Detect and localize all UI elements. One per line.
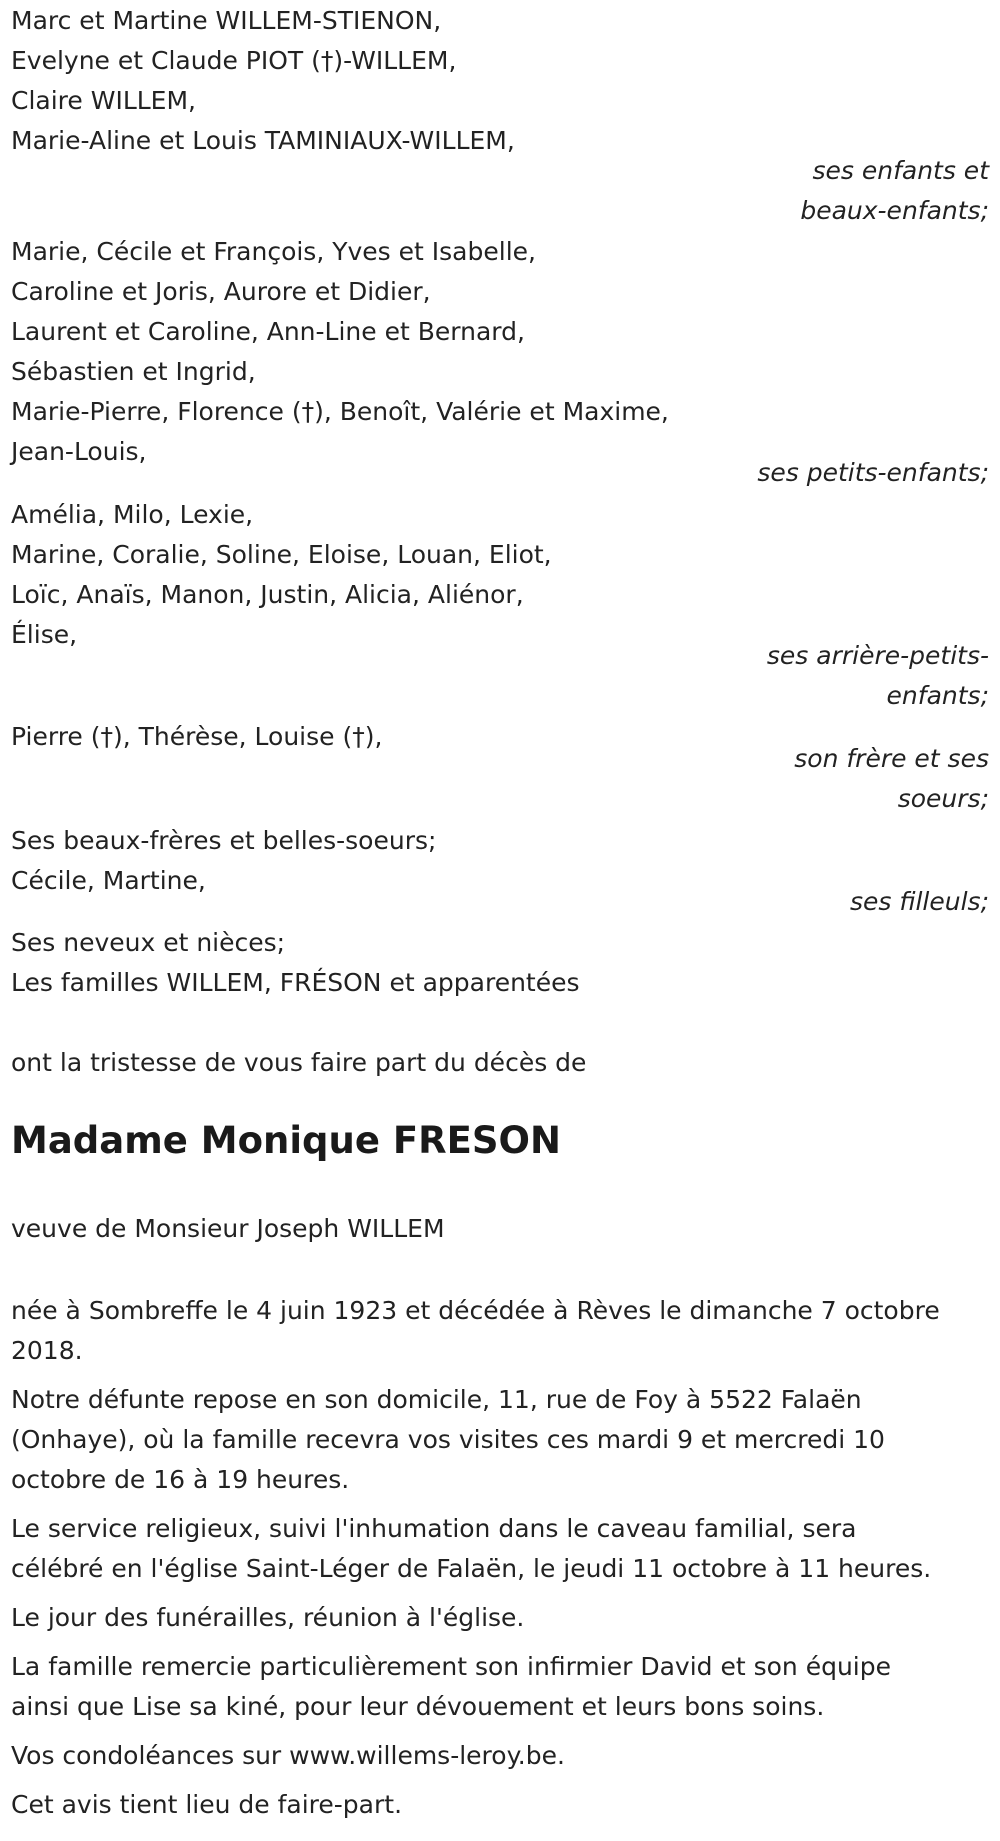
relation-label: ses arrière-petits- — [766, 641, 989, 670]
family-line: Pierre (†), Thérèse, Louise (†), — [11, 722, 383, 751]
family-line: Caroline et Joris, Aurore et Didier, — [11, 277, 431, 306]
detail-line: La famille remercie particulièrement son infirmier David et son équipe — [11, 1652, 891, 1681]
family-line: Marie-Pierre, Florence (†), Benoît, Valérie et Maxime, — [11, 397, 669, 426]
relation-label: soeurs; — [897, 784, 989, 813]
detail-line: Notre défunte repose en son domicile, 11, rue de Foy à 5522 Falaën — [11, 1385, 862, 1414]
family-line: Claire WILLEM, — [11, 86, 196, 115]
family-line: Les familles WILLEM, FRÉSON et apparentées — [11, 968, 580, 997]
family-line: Amélia, Milo, Lexie, — [11, 500, 254, 529]
family-line: Marie-Aline et Louis TAMINIAUX-WILLEM, — [11, 126, 515, 155]
announcement-text: ont la tristesse de vous faire part du décès de — [11, 1048, 587, 1077]
family-line: Jean-Louis, — [11, 437, 147, 466]
family-line: Sébastien et Ingrid, — [11, 357, 256, 386]
detail-line: 2018. — [11, 1336, 83, 1365]
relation-label: son frère et ses — [794, 744, 989, 773]
widow-of-text: veuve de Monsieur Joseph WILLEM — [11, 1214, 445, 1243]
family-line: Evelyne et Claude PIOT (†)-WILLEM, — [11, 46, 457, 75]
relation-label: ses petits-enfants; — [757, 458, 989, 487]
family-line: Élise, — [11, 620, 78, 649]
relation-label: ses filleuls; — [849, 887, 989, 916]
detail-line: (Onhaye), où la famille recevra vos visites ces mardi 9 et mercredi 10 — [11, 1425, 885, 1454]
condolences-line: Vos condoléances sur www.willems-leroy.be. — [11, 1741, 565, 1770]
detail-line: Le service religieux, suivi l'inhumation dans le caveau familial, sera — [11, 1514, 857, 1543]
detail-line: Cet avis tient lieu de faire-part. — [11, 1790, 403, 1819]
detail-line: née à Sombreffe le 4 juin 1923 et décédée à Rèves le dimanche 7 octobre — [11, 1296, 940, 1325]
family-line: Marc et Martine WILLEM-STIENON, — [11, 6, 442, 35]
detail-line: Le jour des funérailles, réunion à l'église. — [11, 1603, 525, 1632]
deceased-name: Madame Monique FRESON — [11, 1119, 561, 1162]
relation-label: beaux-enfants; — [800, 196, 989, 225]
detail-line: octobre de 16 à 19 heures. — [11, 1465, 350, 1494]
family-line: Marine, Coralie, Soline, Eloise, Louan, Eliot, — [11, 540, 552, 569]
family-line: Loïc, Anaïs, Manon, Justin, Alicia, Aliénor, — [11, 580, 524, 609]
family-line: Laurent et Caroline, Ann-Line et Bernard, — [11, 317, 525, 346]
family-line: Cécile, Martine, — [11, 866, 206, 895]
relation-label: ses enfants et — [812, 156, 989, 185]
detail-line: ainsi que Lise sa kiné, pour leur dévouement et leurs bons soins. — [11, 1692, 825, 1721]
detail-line: célébré en l'église Saint-Léger de Falaën, le jeudi 11 octobre à 11 heures. — [11, 1554, 932, 1583]
family-line: Ses beaux-frères et belles-soeurs; — [11, 826, 437, 855]
relation-label: enfants; — [886, 681, 989, 710]
family-line: Marie, Cécile et François, Yves et Isabelle, — [11, 237, 536, 266]
family-line: Ses neveux et nièces; — [11, 928, 286, 957]
